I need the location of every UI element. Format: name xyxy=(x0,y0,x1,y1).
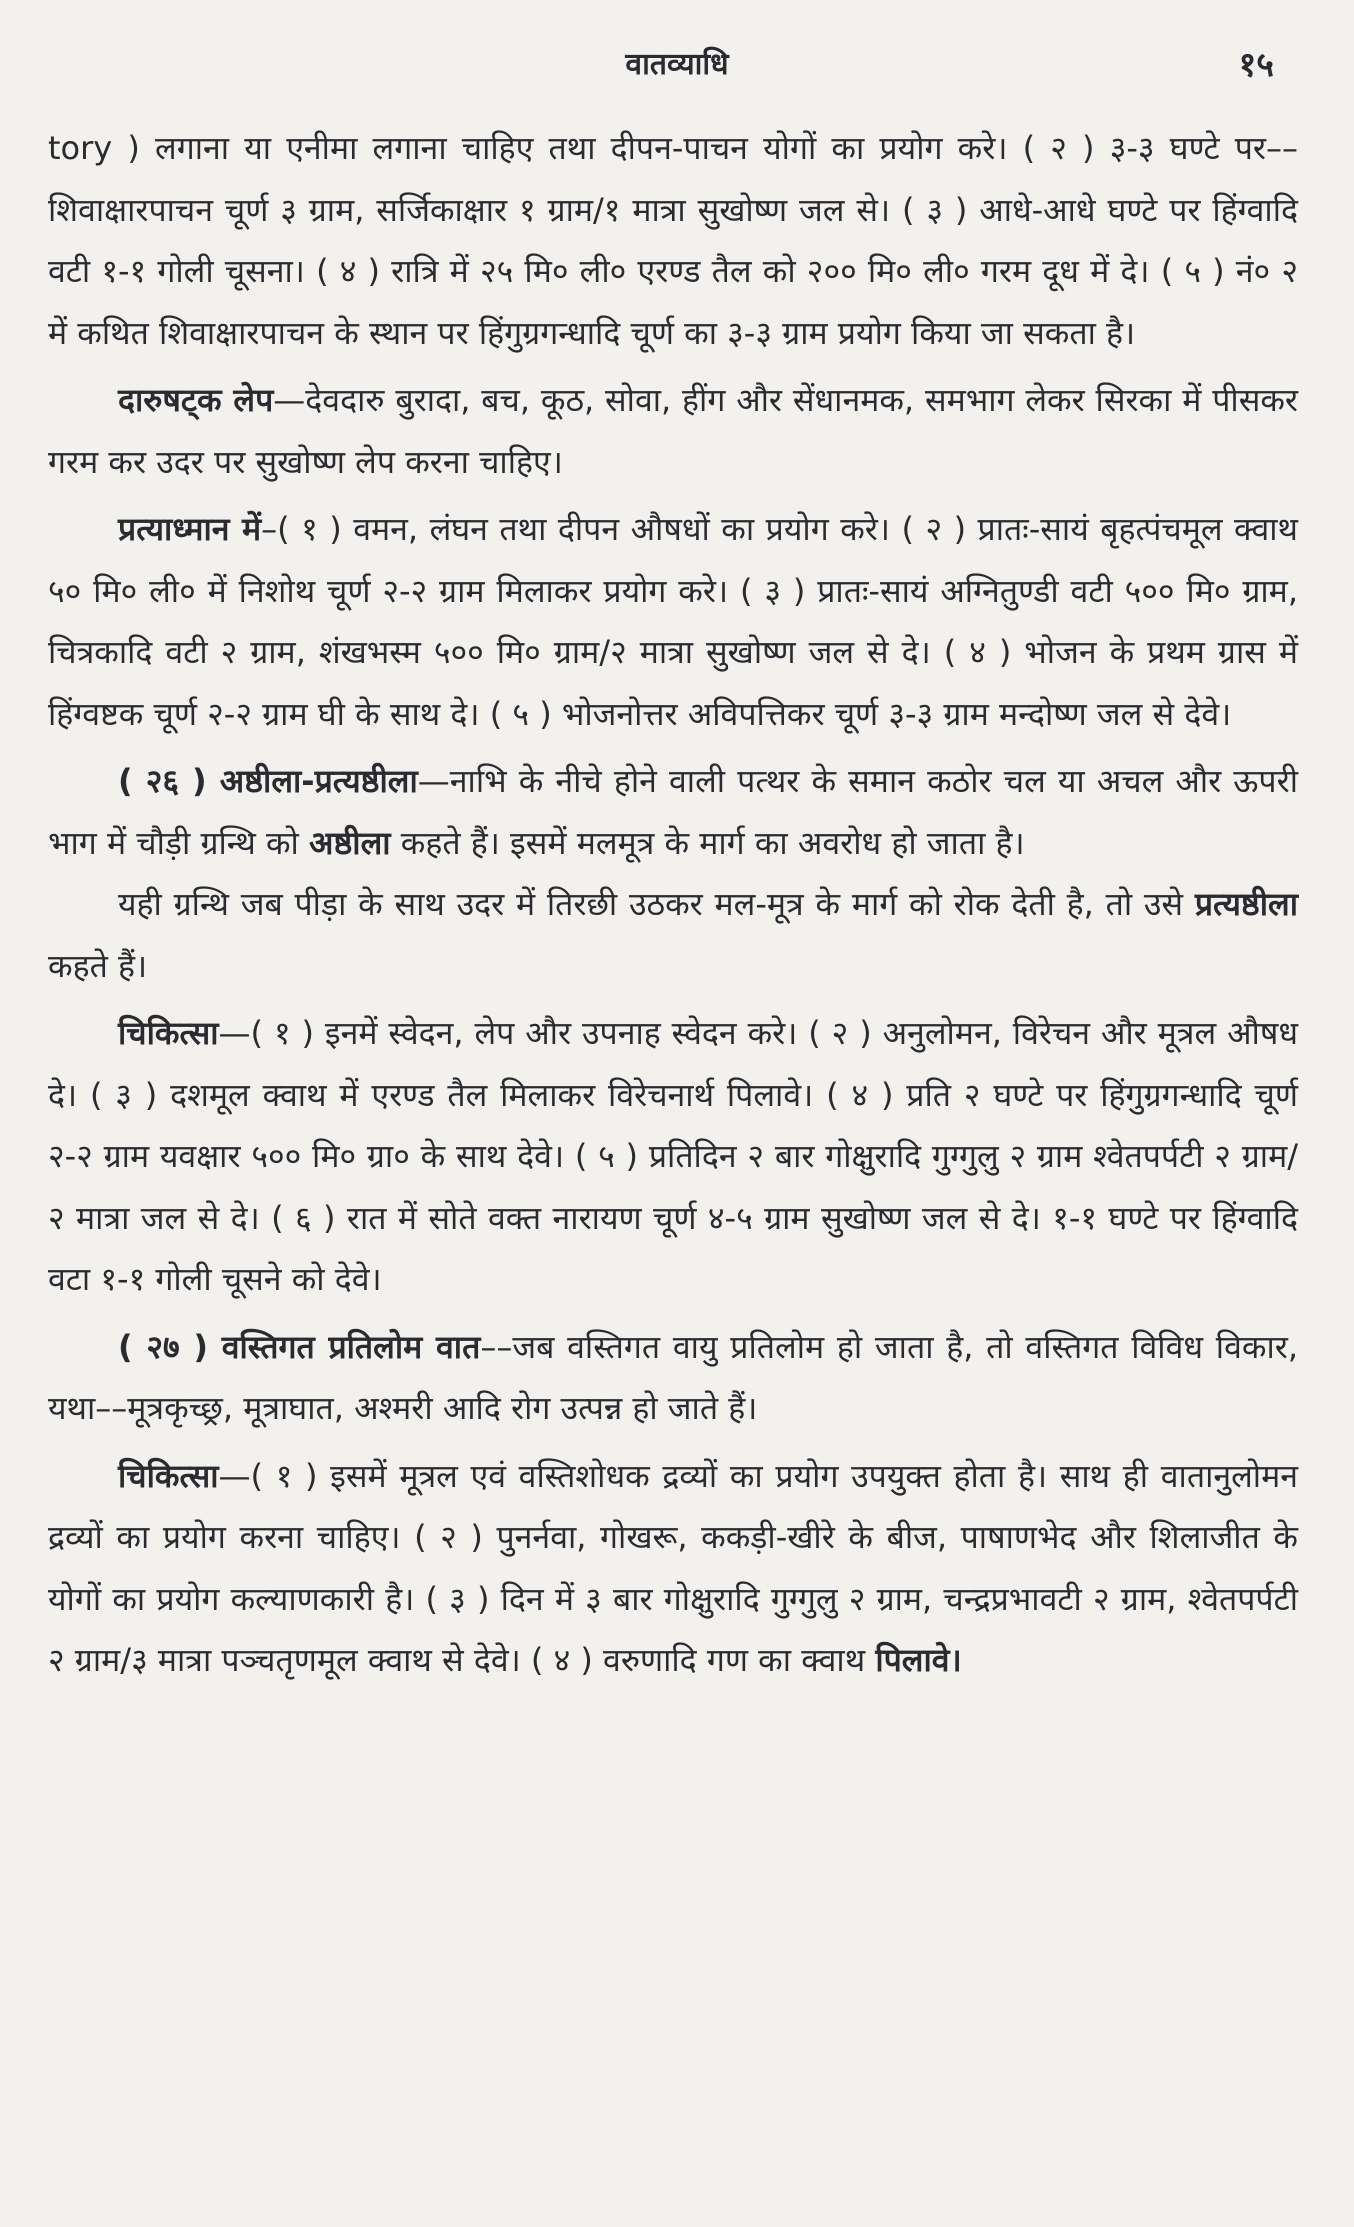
paragraph-text: यही ग्रन्थि जब पीड़ा के साथ उदर में तिरछी उठकर मल-मूत्र के मार्ग को रोक देती है, तो उसे xyxy=(118,885,1184,923)
paragraph-text-after: कहते हैं। इसमें मलमूत्र के मार्ग का अवरोध हो जाता है। xyxy=(400,823,1025,862)
bold-term: प्रत्यष्ठीला xyxy=(1194,885,1298,923)
paragraph-pratyashthila xyxy=(48,874,1298,997)
section-heading: प्रत्याध्मान में xyxy=(118,510,262,548)
paragraph-chikitsa-1 xyxy=(48,1003,1298,1311)
paragraph-text: tory ) लगाना या एनीमा लगाना चाहिए तथा दीपन-पाचन योगों का प्रयोग करे। ( २ ) ३-३ घण्टे पर––शिवाक्षारपाचन चूर्ण ३ ग्राम, सर्जिकाक्षार १ ग्राम/१ मात्रा सुखोष्ण जल से। ( ३ ) आधे-आधे घण्टे पर हिंग्वादि वटी १-१ गोली चूसना। ( ४ ) रात्रि में २५ मि० ली० एरण्ड तैल को २०० मि० ली० गरम दूध में दे। ( ५ ) नं० २ में कथित शिवाक्षारपाचन के स्थान पर हिंगुग्रगन्धादि चूर्ण का ३-३ ग्राम प्रयोग किया जा सकता है। xyxy=(48,129,1298,352)
paragraph-text: —नाभि के नीचे होने वाली पत्थर के समान कठोर चल या अचल और ऊपरी भाग में चौड़ी ग्रन्थि को xyxy=(48,762,1298,862)
paragraph-text: –( १ ) वमन, लंघन तथा दीपन औषधों का प्रयोग करे। ( २ ) प्रातः-सायं बृहत्पंचमूल क्वाथ ५० मि० ली० में निशोथ चूर्ण २-२ ग्राम मिलाकर प्रयोग करे। ( ३ ) प्रातः-सायं अग्नितुण्डी वटी ५०० मि० ग्राम, चित्रकादि वटी २ ग्राम, शंखभस्म ५०० मि० ग्राम/२ मात्रा सुखोष्ण जल से दे। ( ४ ) भोजन के प्रथम ग्रास में हिंग्वष्टक चूर्ण २-२ ग्राम घी के साथ दे। ( ५ ) भोजनोत्तर अविपत्तिकर चूर्ण ३-३ ग्राम मन्दोष्ण जल से देवे। xyxy=(48,510,1298,733)
running-head: वातव्याधि xyxy=(625,47,729,82)
bold-term: अष्ठीला xyxy=(309,823,391,862)
section-heading: चिकित्सा xyxy=(118,1014,219,1052)
paragraph-text: —( १ ) इनमें स्वेदन, लेप और उपनाह स्वेदन करे। ( २ ) अनुलोमन, विरेचन और मूत्रल औषध दे। ( ३ ) दशमूल क्वाथ में एरण्ड तैल मिलाकर विरेचनार्थ पिलावे। ( ४ ) प्रति २ घण्टे पर हिंगुग्रगन्धादि चूर्ण २-२ ग्राम यवक्षार ५०० मि० ग्रा० के साथ देवे। ( ५ ) प्रतिदिन २ बार गोक्षुरादि गुग्गुलु २ ग्राम श्वेतपर्पटी २ ग्राम/२ मात्रा जल से दे। ( ६ ) रात में सोते वक्त नारायण चूर्ण ४-५ ग्राम सुखोष्ण जल से दे। १-१ घण्टे पर हिंग्वादि वटा १-१ गोली चूसने को देवे। xyxy=(48,1014,1298,1298)
section-heading: दारुषट्क लेप xyxy=(118,381,274,419)
section-heading: ( २७ ) वस्तिगत प्रतिलोम वात xyxy=(118,1327,481,1366)
paragraph-ashthila xyxy=(48,751,1298,874)
section-heading: ( २६ ) अष्ठीला-प्रत्यष्ठीला xyxy=(118,762,418,800)
paragraph-pratyadhmana xyxy=(48,499,1298,745)
paragraph-continued xyxy=(48,118,1298,364)
paragraph-text-after: कहते हैं। xyxy=(48,946,148,985)
paragraph-text: —( १ ) इसमें मूत्रल एवं वस्तिशोधक द्रव्यों का प्रयोग उपयुक्त होता है। साथ ही वातानुलोमन द्रव्यों का प्रयोग करना चाहिए। ( २ ) पुनर्नवा, गोखरू, ककड़ी-खीरे के बीज, पाषाणभेद और शिलाजीत के योगों का प्रयोग कल्याणकारी है। ( ३ ) दिन में ३ बार गोक्षुरादि गुग्गुलु २ ग्राम, चन्द्रप्रभावटी २ ग्राम, श्वेतपर्पटी २ ग्राम/३ मात्रा पञ्चतृणमूल क्वाथ से देवे। ( ४ ) वरुणादि गण का क्वाथ xyxy=(48,1456,1298,1679)
paragraph-text: —देवदारु बुरादा, बच, कूठ, सोवा, हींग और सेंधानमक, समभाग लेकर सिरका में पीसकर गरम कर उदर पर सुखोष्ण लेप करना चाहिए। xyxy=(48,381,1298,481)
page-header xyxy=(0,40,1354,90)
bold-term: पिलावे। xyxy=(875,1641,962,1679)
paragraph-darushatka-lep xyxy=(48,370,1298,493)
paragraph-vastigata xyxy=(48,1317,1298,1440)
section-heading: चिकित्सा xyxy=(118,1456,219,1495)
page-body xyxy=(48,118,1298,1692)
paragraph-chikitsa-2 xyxy=(48,1446,1298,1692)
paragraph-text: ––जब वस्तिगत वायु प्रतिलोम हो जाता है, तो वस्तिगत विविध विकार, यथा––मूत्रकृच्छ्र, मूत्राघात, अश्मरी आदि रोग उत्पन्न हो जाते हैं। xyxy=(48,1327,1299,1427)
page-number: १५ xyxy=(1238,45,1274,85)
